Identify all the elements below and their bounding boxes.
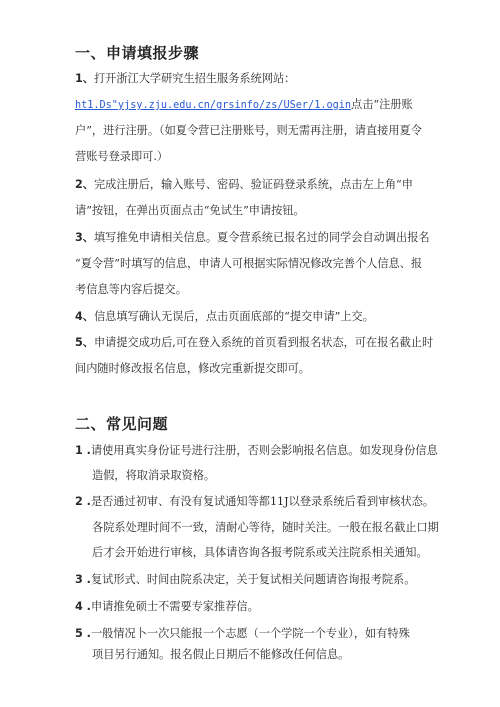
section-title-faq: 二、常见问题 [75,415,169,433]
faq-4-line-1 [75,600,259,614]
faq-2-number: 2 . [75,495,91,508]
faq-1-line-1 [75,444,438,458]
step-1-line-4: 营账号登录即可.） [75,150,169,163]
step-1-line-3: 户”，进行注册。（如夏令营已注册账号，则无需再注册，请直接用夏令 [75,124,422,137]
faq-1-line-2: 造假，将取消录取资格。 [92,469,216,482]
step-2-text: 完成注册后，输入账号、密码、验证码登录系统，点击左上角“申 [93,178,413,191]
step-4-number: 4、 [75,310,94,323]
step-5-line-2: 间内随时修改报名信息，修改完重新提交即可。 [75,362,310,375]
step-2-line-1 [75,178,413,192]
step-1-text: 打开浙江大学研究生招生服务系统网站： [93,72,296,85]
faq-3-number: 3 . [75,573,91,586]
step-5-number: 5、 [75,336,94,349]
faq-2-line-2: 各院系处理时间不一致，清耐心等待，随时关注。一般在报名截止口期 [92,521,439,534]
faq-3-line-1 [75,573,415,587]
step-4-text: 信息填写确认无误后，点击页面底部的“提交申请”上交。 [93,310,374,323]
step-1-line-2 [75,98,413,113]
step-3-line-2: “夏令营”时填写的信息，申请人可根据实际情况修改完善个人信息、报 [75,257,423,270]
faq-3-text: 复试形式、时间由院系决定，关于复试相关问题请咨询报考院系。 [90,573,416,586]
step-2-number: 2、 [75,178,94,191]
step-3-line-3: 考信息等内容后提交。 [75,283,187,296]
faq-4-number: 4 . [75,600,91,613]
faq-5-text: 一般情况卜一次只能报一个志愿（一个学院一个专业），如有特殊 [90,627,410,640]
faq-2-text: 是否通过初审、有没有复试通知等都11J以登录系统后看到审核状态。 [90,495,435,508]
faq-5-number: 5 . [75,627,91,640]
faq-1-number: 1 . [75,444,91,457]
step-4-line-1 [75,310,374,324]
step-5-line-1 [75,336,433,350]
step-3-text: 填写推免申请相关信息。夏令营系统已报名过的同学会自动调出报名 [93,231,430,244]
section-title-steps: 一、申请填报步骤 [75,44,200,62]
step-1-number: 1、 [75,72,94,85]
step-5-text: 申请提交成功后,可在登入系统的首页看到报名状态，可在报名截止时 [93,336,434,349]
step-1-line-1 [75,72,295,86]
faq-2-line-3: 后才会开始进行审核，具体请咨询各报考院系或关注院系相关通知。 [92,546,428,559]
faq-1-text: 请使用真实身份证号进行注册，否则会影响报名信息。如发现身份信息 [90,444,438,457]
step-3-number: 3、 [75,231,94,244]
registration-link[interactable]: ht1.Ds"yjsy.zju.edu.cn/grsinfo/zs/USer/1.ogin [75,100,352,111]
faq-4-text: 申请推免硕士不需要专家推荐信。 [90,600,259,613]
step-1-line-2-tail: 点击“注册账 [351,98,413,111]
faq-5-line-1 [75,627,410,641]
step-2-line-2: 请”按钮，在弹出页面点击“免试生”申请按钮。 [75,204,305,217]
step-3-line-1 [75,231,430,245]
faq-2-line-1 [75,495,434,509]
faq-5-line-2: 项目另行通知。报名假止日期后不能修改任何信息。 [92,648,350,661]
